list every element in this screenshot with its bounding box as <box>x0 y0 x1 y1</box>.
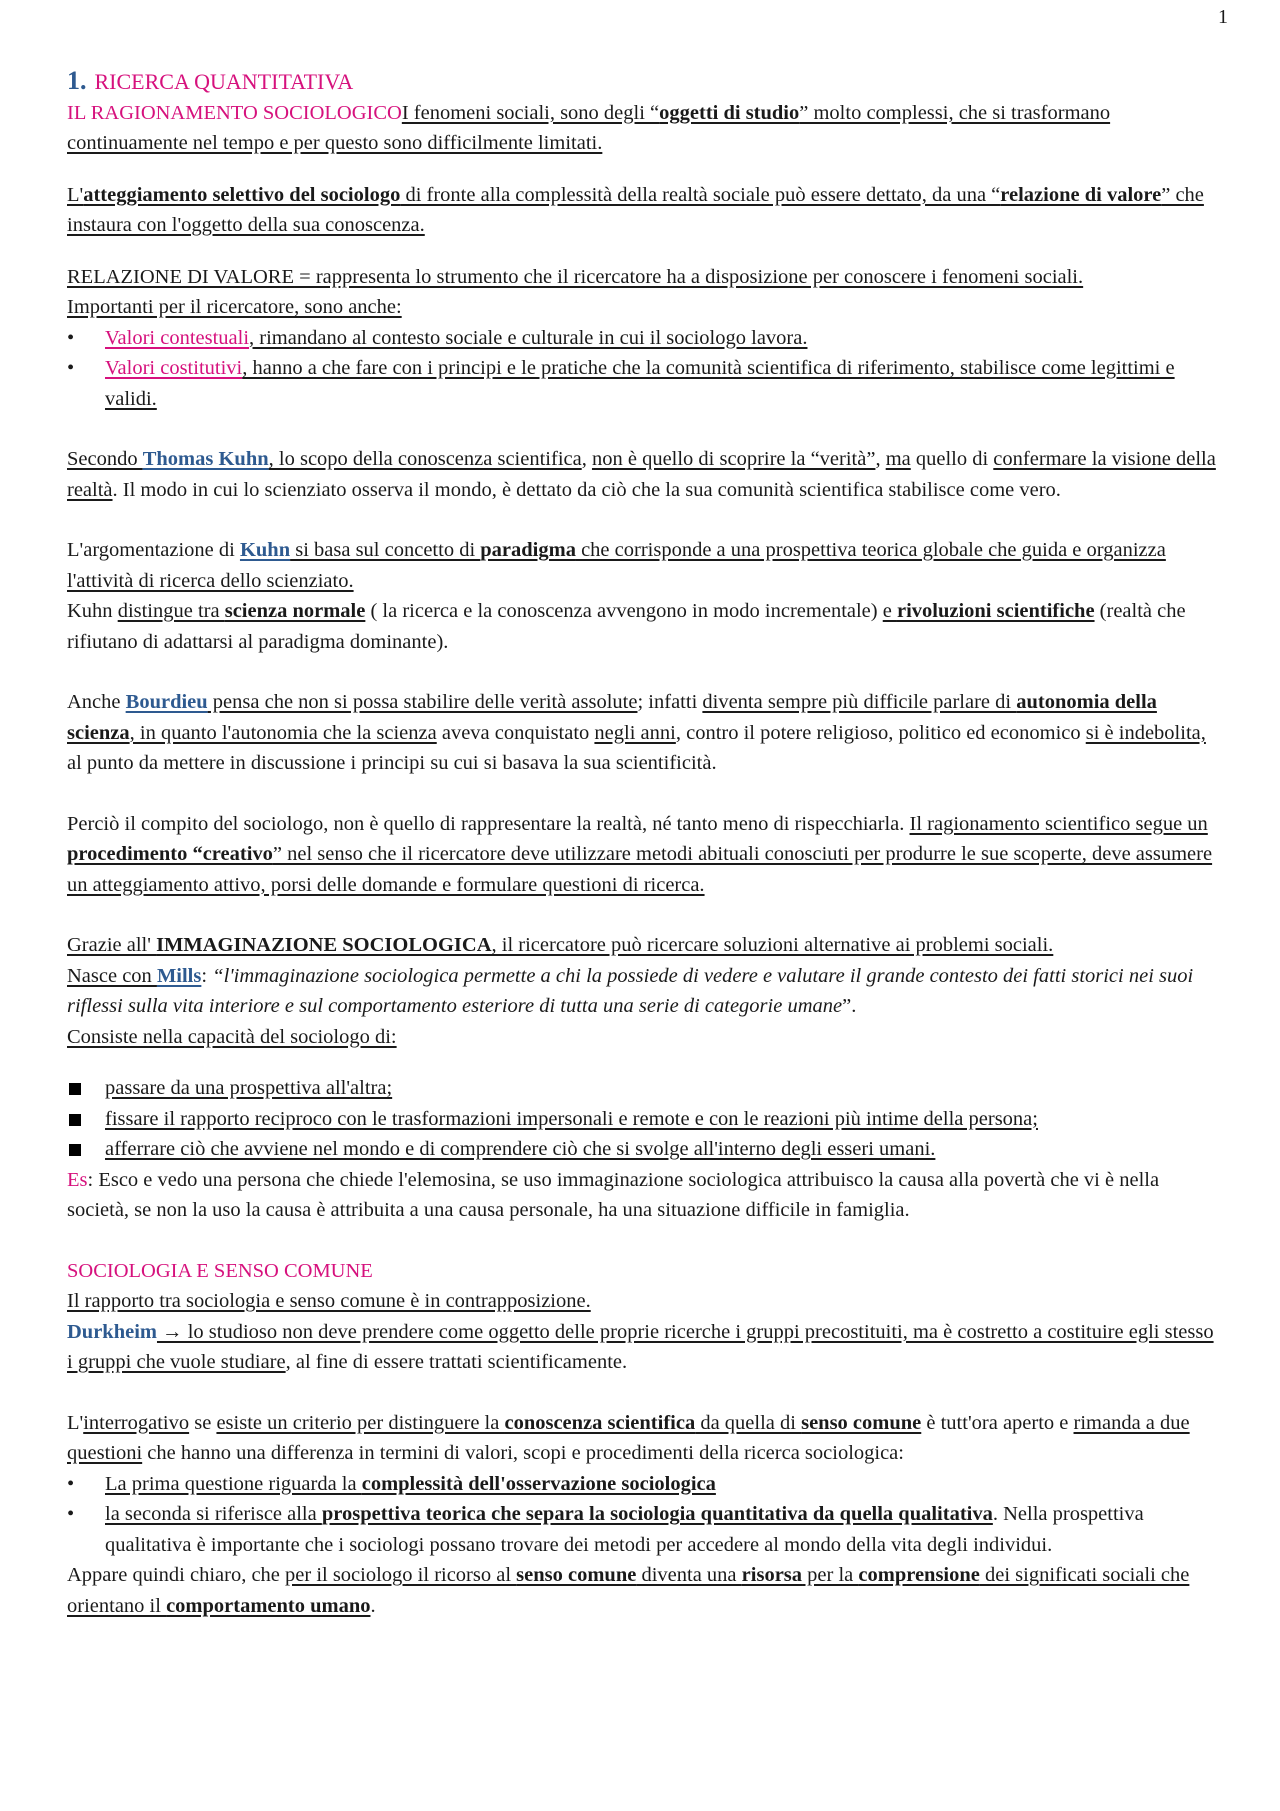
subsection-title: IL RAGIONAMENTO SOCIOLOGICO <box>67 101 402 124</box>
example-label: Es <box>67 1168 88 1191</box>
list-item: passare da una prospettiva all'altra; <box>67 1073 1217 1104</box>
section-title: RICERCA QUANTITATIVA <box>94 69 354 94</box>
author-name: Durkheim <box>67 1320 157 1343</box>
author-name: Kuhn <box>239 539 291 561</box>
paragraph-value-relation: RELAZIONE DI VALORE = rappresenta lo strumento che il ricercatore ha a disposizione per conoscere i fenomeni sociali. <box>67 265 1084 288</box>
section-number: 1. <box>67 66 87 95</box>
author-name: Thomas Kuhn <box>142 448 269 470</box>
paragraph-durkheim: Durkheim → lo studioso non deve prendere come oggetto delle proprie ricerche i gruppi precostituiti, ma è costretto a costituire egli stesso i gruppi che vuole studiare, al fine di essere trattati scientificamente. <box>67 1320 1214 1373</box>
page-number: 1 <box>1218 6 1228 28</box>
list-item: fissare il rapporto reciproco con le trasformazioni impersonali e remote e con le reazioni più intime della persona; <box>67 1104 1217 1135</box>
paragraph-important: Importanti per il ricercatore, sono anche: <box>67 296 402 318</box>
subsection-title: SOCIOLOGIA E SENSO COMUNE <box>67 1259 373 1282</box>
paragraph-mills: Nasce con Mills: “l'immaginazione sociologica permette a chi la possiede di vedere e valutare il grande contesto dei fatti storici nei suoi riflessi sulla vita interiore e sul comportamento esteriore di tutta una serie di categorie umane”. <box>67 964 1194 1017</box>
paragraph-bourdieu: Anche Bourdieu pensa che non si possa stabilire delle verità assolute; infatti diventa sempre più difficile parlare di autonomia della scienza, in quanto l'autonomia che la scienza aveva conquistato negli anni, contro il potere religioso, politico ed economico si è indebolita, al punto da mettere in discussione i principi su cui si basava la sua scientificità. <box>67 691 1206 774</box>
author-name: Mills <box>156 964 202 987</box>
paragraph-selective-attitude: L'atteggiamento selettivo del sociologo di fronte alla complessità della realtà sociale può essere dettato, da una “relazione di valore” che instaura con l'oggetto della sua conoscenza. <box>67 183 1204 236</box>
paragraph-contrast: Il rapporto tra sociologia e senso comune è in contrapposizione. <box>67 1290 591 1312</box>
paragraph-example: Es: Esco e vedo una persona che chiede l'elemosina, se uso immaginazione sociologica attribuisco la causa alla povertà che vi è nella società, se non la uso la causa è attribuita a una causa personale, ha una situazione difficile in famiglia. <box>67 1168 1160 1221</box>
list-item: afferrare ciò che avviene nel mondo e di comprendere ciò che si svolge all'interno degli esseri umani. <box>67 1134 1217 1165</box>
paragraph-capacity: Consiste nella capacità del sociologo di: <box>67 1025 397 1048</box>
paragraph-question: L'interrogativo se esiste un criterio per distinguere la conoscenza scientifica da quella di senso comune è tutt'ora aperto e rimanda a due questioni che hanno una differenza in termini di valori, scopi e procedimenti della ricerca sociologica: <box>67 1411 1190 1464</box>
list-item: • la seconda si riferisce alla prospettiva teorica che separa la sociologia quantitativa da quella qualitativa. Nella prospettiva qualitativa è importante che i sociologi possano trovare dei metodi per accedere al mondo della vita degli individui. <box>67 1499 1217 1560</box>
paragraph-paradigm: L'argomentazione di Kuhn si basa sul concetto di paradigma che corrisponde a una prospettiva teorica globale che guida e organizza l'attività di ricerca dello scienziato. <box>67 539 1166 592</box>
questions-list <box>67 1469 1217 1561</box>
list-item: • La prima questione riguarda la complessità dell'osservazione sociologica <box>67 1469 1217 1500</box>
author-name: Bourdieu <box>125 691 208 713</box>
paragraph-normal-science: Kuhn distingue tra scienza normale ( la ricerca e la conoscenza avvengono in modo incrementale) e rivoluzioni scientifiche (realtà che rifiutano di adattarsi al paradigma dominante). <box>67 600 1186 653</box>
paragraph-intro: IL RAGIONAMENTO SOCIOLOGICOI fenomeni sociali, sono degli “oggetti di studio” molto complessi, che si trasformano continuamente nel tempo e per questo sono difficilmente limitati. <box>67 101 1111 154</box>
quote: “l'immaginazione sociologica permette a chi la possiede di vedere e valutare il grande contesto dei fatti storici nei suoi riflessi sulla vita interiore e sul comportamento esteriore di tutta una serie di categorie umane <box>67 964 1194 1017</box>
document-body <box>67 66 1217 1621</box>
capacity-list <box>67 1073 1217 1165</box>
paragraph-kuhn: Secondo Thomas Kuhn, lo scopo della conoscenza scientifica, non è quello di scoprire la “verità”, ma quello di confermare la visione della realtà. Il modo in cui lo scienziato osserva il mondo, è dettato da ciò che la sua comunità scientifica stabilisce come vero. <box>67 448 1216 501</box>
paragraph-imagination: Grazie all' IMMAGINAZIONE SOCIOLOGICA, il ricercatore può ricercare soluzioni alternative ai problemi sociali. <box>67 934 1054 956</box>
values-list <box>67 323 1217 415</box>
section-heading <box>67 66 1217 98</box>
paragraph-creative-procedure: Perciò il compito del sociologo, non è quello di rappresentare la realtà, né tanto meno di rispecchiarla. Il ragionamento scientifico segue un procedimento “creativo” nel senso che il ricercatore deve utilizzare metodi abituali conosciuti per produrre le sue scoperte, deve assumere un atteggiamento attivo, porsi delle domande e formulare questioni di ricerca. <box>67 812 1213 896</box>
list-item: • Valori contestuali, rimandano al contesto sociale e culturale in cui il sociologo lavora. <box>67 323 1217 354</box>
list-item: • Valori costitutivi, hanno a che fare con i principi e le pratiche che la comunità scientifica di riferimento, stabilisce come legittimi e validi. <box>67 353 1217 414</box>
paragraph-conclusion: Appare quindi chiaro, che per il sociologo il ricorso al senso comune diventa una risorsa per la comprensione dei significati sociali che orientano il comportamento umano. <box>67 1564 1190 1617</box>
